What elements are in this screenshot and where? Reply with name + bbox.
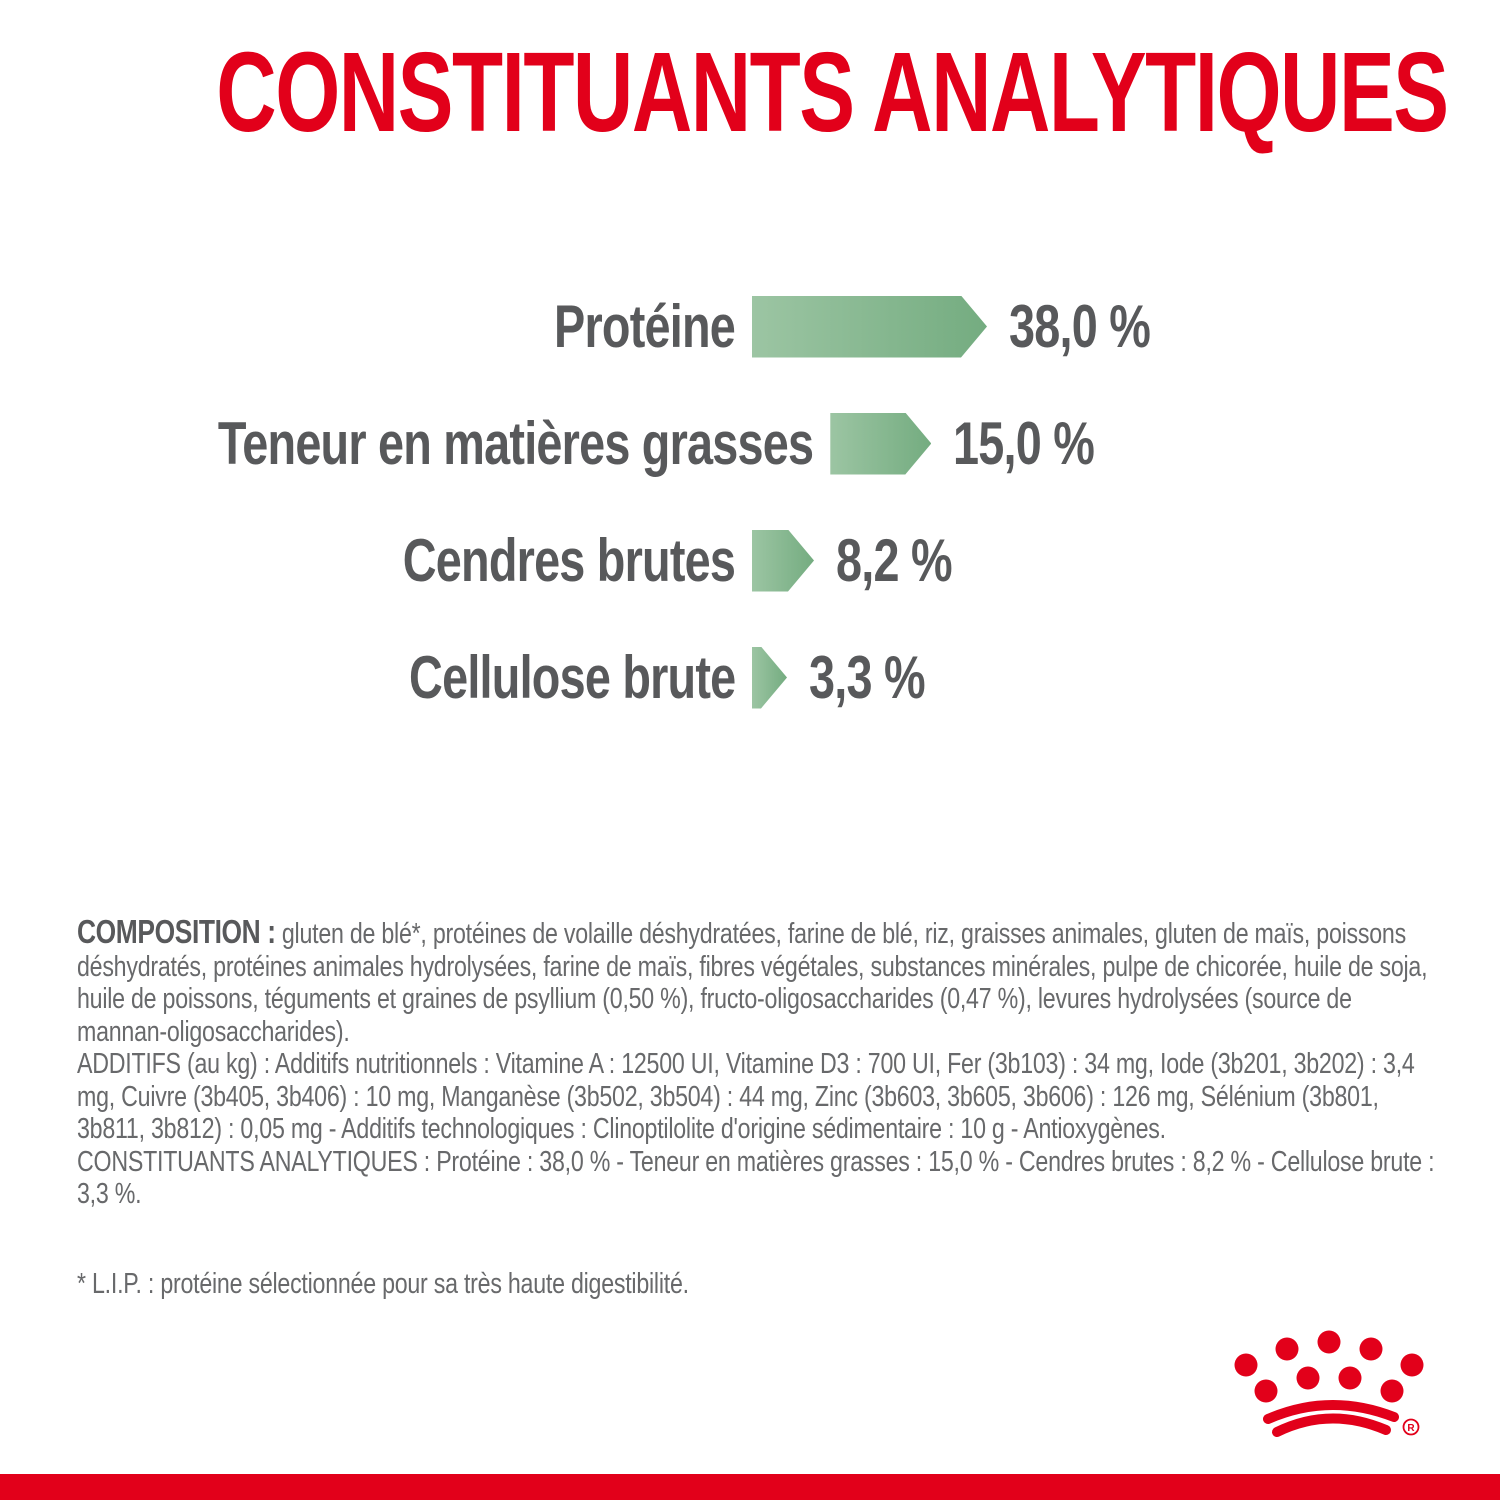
bar-label-column: [50, 292, 735, 361]
value-bar: [752, 530, 814, 592]
lip-footnote: * L.I.P. : protéine sélectionnée pour sa très haute digestibilité.: [77, 1268, 689, 1300]
chart-row: [50, 385, 1450, 502]
bar-value: 38,0 %: [1009, 293, 1151, 360]
page-title: [0, 29, 1500, 155]
bar-label-column: [50, 409, 813, 478]
analytical-constituents-paragraph: CONSTITUANTS ANALYTIQUES : Protéine : 38,0 % - Teneur en matières grasses : 15,0 % - Cendres brutes : 8,2 % - Cellulose brute : 3,3 %.: [77, 1145, 1435, 1210]
bar-label: Protéine: [553, 293, 735, 360]
composition-label: COMPOSITION :: [77, 913, 276, 950]
analytical-chart: [50, 268, 1450, 736]
page-title-text: CONSTITUANTS ANALYTIQUES: [216, 29, 1448, 155]
chart-row: [50, 619, 1450, 736]
crown-dots: [1235, 1331, 1424, 1403]
additives-paragraph: ADDITIFS (au kg) : Additifs nutritionnels : Vitamine A : 12500 UI, Vitamine D3 : 700 UI, Fer (3b103) : 34 mg, Iode (3b201, 3b202) : 3,4 mg, Cuivre (3b405, 3b406) : 10 mg, Manganèse (3b502, 3b504) : 44 mg, Zinc (3b603, 3b605, 3b606) : 126 mg, Sélénium (3b801, 3b811, 3b812) : 0,05 mg - Additifs technologiques : Clinoptilolite d'origine sédimentaire : 10 g - Antioxygènes.: [77, 1048, 1415, 1145]
chart-row: [50, 268, 1450, 385]
value-bar: [752, 296, 987, 358]
registered-trademark-icon: [1404, 1420, 1419, 1435]
bar-label: Teneur en matières grasses: [217, 410, 814, 477]
chart-row: [50, 502, 1450, 619]
svg-text:R: R: [1407, 1423, 1415, 1434]
bar-value: 8,2 %: [836, 527, 952, 594]
bar-value: 15,0 %: [953, 410, 1095, 477]
bar-label: Cendres brutes: [402, 527, 735, 594]
footer-stripe: [0, 1474, 1500, 1500]
composition-text: gluten de blé*, protéines de volaille déshydratées, farine de blé, riz, graisses animales, gluten de maïs, poissons déshydratés, protéines animales hydrolysées, farine de maïs, fibres végétales, substances minérales, pulpe de chicorée, huile de soja, huile de poissons, téguments et graines de psyllium (0,50 %), fructo-oligosaccharides (0,47 %), levures hydrolysées (source de mannan-oligosaccharides).: [77, 918, 1428, 1048]
bar-label: Cellulose brute: [408, 644, 735, 711]
crown-swoosh: [1268, 1405, 1394, 1432]
value-bar: [752, 647, 787, 709]
body-text-block: [77, 913, 1441, 1211]
bar-value: 3,3 %: [809, 644, 925, 711]
value-bar: [830, 413, 931, 475]
royal-canin-crown-logo: [1233, 1328, 1433, 1446]
bar-label-column: [50, 526, 735, 595]
bar-label-column: [50, 643, 735, 712]
composition-paragraph: [77, 913, 1441, 1048]
